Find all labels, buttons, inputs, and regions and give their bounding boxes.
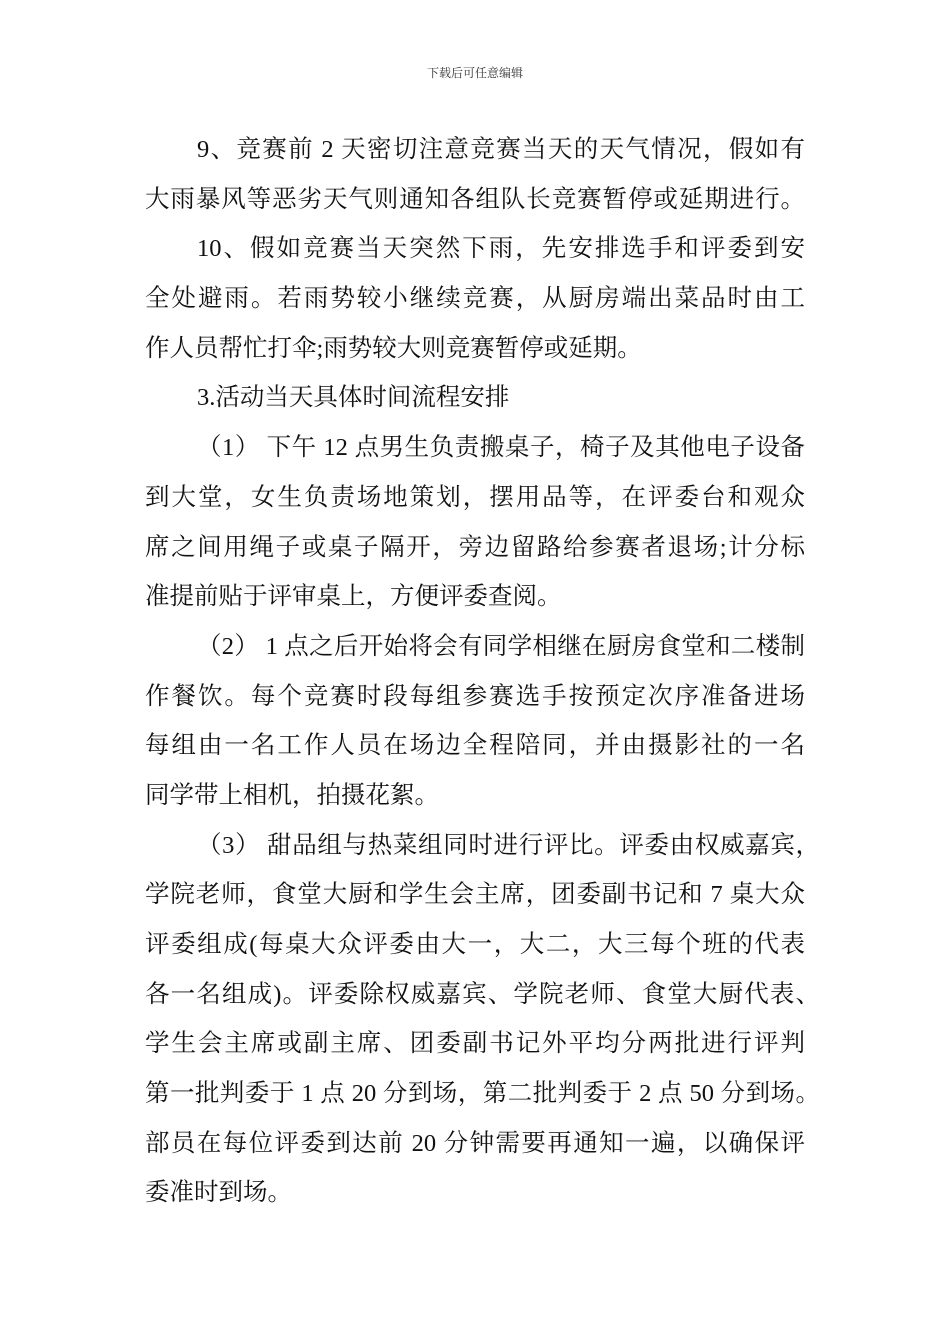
paragraph-rain-plan <box>145 224 825 373</box>
text-line: （1） 下午 12 点男生负责搬桌子，椅子及其他电子设备 <box>197 434 805 462</box>
text-line: 作餐饮。每个竞赛时段每组参赛选手按预定次序准备进场 <box>145 682 805 710</box>
text-line: 学生会主席或副主席、团委副书记外平均分两批进行评判 <box>145 1030 805 1058</box>
document-body <box>145 125 825 1218</box>
page-header-note: 下载后可任意编辑 <box>426 66 523 80</box>
text-line: 席之间用绳子或桌子隔开，旁边留路给参赛者退场;计分标 <box>145 533 805 561</box>
text-line: 作人员帮忙打伞;雨势较大则竞赛暂停或延期。 <box>145 334 642 362</box>
text-line: 10、假如竞赛当天突然下雨，先安排选手和评委到安 <box>197 235 805 263</box>
text-line: 全处避雨。若雨势较小继续竞赛，从厨房端出菜品时由工 <box>145 285 805 313</box>
text-line: （3） 甜品组与热菜组同时进行评比。评委由权威嘉宾， <box>197 831 820 859</box>
text-line: 委准时到场。 <box>145 1179 292 1207</box>
text-line: 评委组成(每桌大众评委由大一，大二，大三每个班的代表 <box>145 931 805 958</box>
text-line: 每组由一名工作人员在场边全程陪同，并由摄影社的一名 <box>145 732 805 760</box>
paragraph-schedule-step-3 <box>145 821 825 1219</box>
text-line: 学院老师，食堂大厨和学生会主席，团委副书记和 7 桌大众 <box>145 881 805 909</box>
text-line: 到大堂，女生负责场地策划，摆用品等，在评委台和观众 <box>145 483 805 511</box>
text-line: 各一名组成)。评委除权威嘉宾、学院老师、食堂大厨代表、 <box>145 980 820 1008</box>
text-line: 第一批判委于 1 点 20 分到场，第二批判委于 2 点 50 分到场。 <box>145 1080 820 1108</box>
text-line: 大雨暴风等恶劣天气则通知各组队长竞赛暂停或延期进行。 <box>145 185 805 213</box>
text-line: 准提前贴于评审桌上，方便评委查阅。 <box>145 583 562 611</box>
paragraph-schedule-step-2 <box>145 622 825 821</box>
section-heading-schedule <box>145 373 825 423</box>
paragraph-weather-notice <box>145 125 825 224</box>
paragraph-schedule-step-1 <box>145 423 825 622</box>
text-line: 部员在每位评委到达前 20 分钟需要再通知一遍，以确保评 <box>145 1129 805 1157</box>
text-line: 3.活动当天具体时间流程安排 <box>197 384 510 412</box>
text-line: 同学带上相机，拍摄花絮。 <box>145 781 439 809</box>
text-line: 9、竞赛前 2 天密切注意竞赛当天的天气情况，假如有 <box>197 136 805 163</box>
text-line: （2） 1 点之后开始将会有同学相继在厨房食堂和二楼制 <box>197 632 805 660</box>
